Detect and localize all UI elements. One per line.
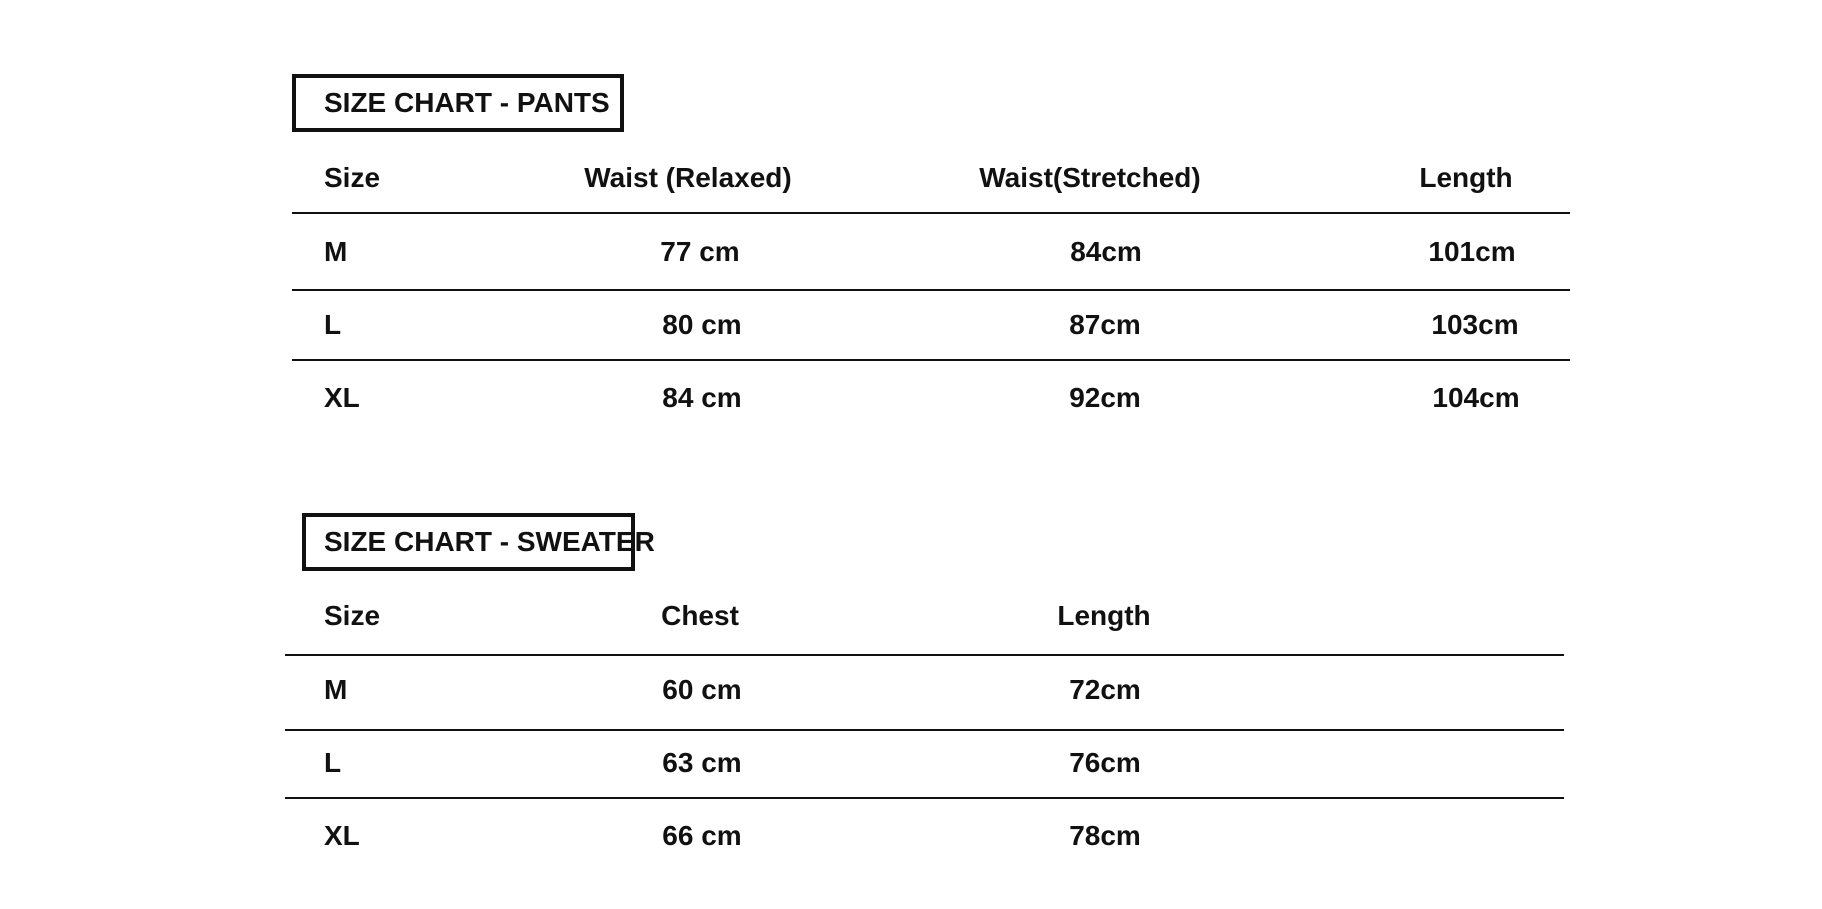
sweater-chart-title-text: SIZE CHART - SWEATER bbox=[324, 526, 655, 557]
pants-cell-waist-relaxed: 80 cm bbox=[662, 309, 742, 340]
pants-header-waist-relaxed: Waist (Relaxed) bbox=[584, 162, 792, 193]
sweater-cell-length: 72cm bbox=[1069, 674, 1141, 705]
sweater-cell-size: M bbox=[324, 674, 348, 705]
pants-chart-title bbox=[292, 74, 624, 132]
pants-cell-length: 104cm bbox=[1432, 382, 1520, 413]
pants-cell-size: L bbox=[324, 309, 342, 340]
sweater-cell-length: 76cm bbox=[1069, 747, 1141, 778]
pants-cell-waist-stretched: 92cm bbox=[1069, 382, 1141, 413]
table-row bbox=[0, 378, 1822, 418]
table-row bbox=[0, 305, 1822, 345]
pants-divider bbox=[292, 289, 1570, 291]
sweater-header-length: Length bbox=[1057, 600, 1151, 631]
pants-cell-waist-stretched: 84cm bbox=[1070, 236, 1142, 267]
sweater-divider bbox=[285, 654, 1564, 656]
pants-divider bbox=[292, 212, 1570, 214]
sweater-header-chest: Chest bbox=[661, 600, 739, 631]
pants-header-row bbox=[0, 158, 1822, 198]
sweater-size-chart bbox=[0, 440, 1822, 909]
table-row bbox=[0, 670, 1822, 710]
table-row bbox=[0, 232, 1822, 272]
pants-cell-waist-stretched: 87cm bbox=[1069, 309, 1141, 340]
sweater-header-row bbox=[0, 596, 1822, 636]
table-row bbox=[0, 743, 1822, 783]
pants-size-chart bbox=[0, 0, 1822, 440]
pants-cell-size: M bbox=[324, 236, 348, 267]
pants-cell-waist-relaxed: 84 cm bbox=[662, 382, 742, 413]
pants-header-waist-stretched: Waist(Stretched) bbox=[979, 162, 1201, 193]
pants-cell-length: 103cm bbox=[1431, 309, 1519, 340]
pants-chart-title-text: SIZE CHART - PANTS bbox=[324, 87, 610, 118]
sweater-chart-title bbox=[302, 513, 655, 571]
pants-cell-size: XL bbox=[324, 382, 360, 413]
sweater-cell-length: 78cm bbox=[1069, 820, 1141, 851]
pants-header-size: Size bbox=[324, 162, 381, 193]
pants-header-length: Length bbox=[1419, 162, 1513, 193]
pants-cell-length: 101cm bbox=[1428, 236, 1516, 267]
sweater-divider bbox=[285, 729, 1564, 731]
pants-cell-waist-relaxed: 77 cm bbox=[660, 236, 740, 267]
sweater-cell-size: L bbox=[324, 747, 342, 778]
pants-divider bbox=[292, 359, 1570, 361]
sweater-cell-chest: 66 cm bbox=[662, 820, 742, 851]
table-row bbox=[0, 816, 1822, 856]
sweater-cell-chest: 60 cm bbox=[662, 674, 742, 705]
sweater-cell-size: XL bbox=[324, 820, 360, 851]
sweater-divider bbox=[285, 797, 1564, 799]
sweater-header-size: Size bbox=[324, 600, 381, 631]
sweater-cell-chest: 63 cm bbox=[662, 747, 742, 778]
